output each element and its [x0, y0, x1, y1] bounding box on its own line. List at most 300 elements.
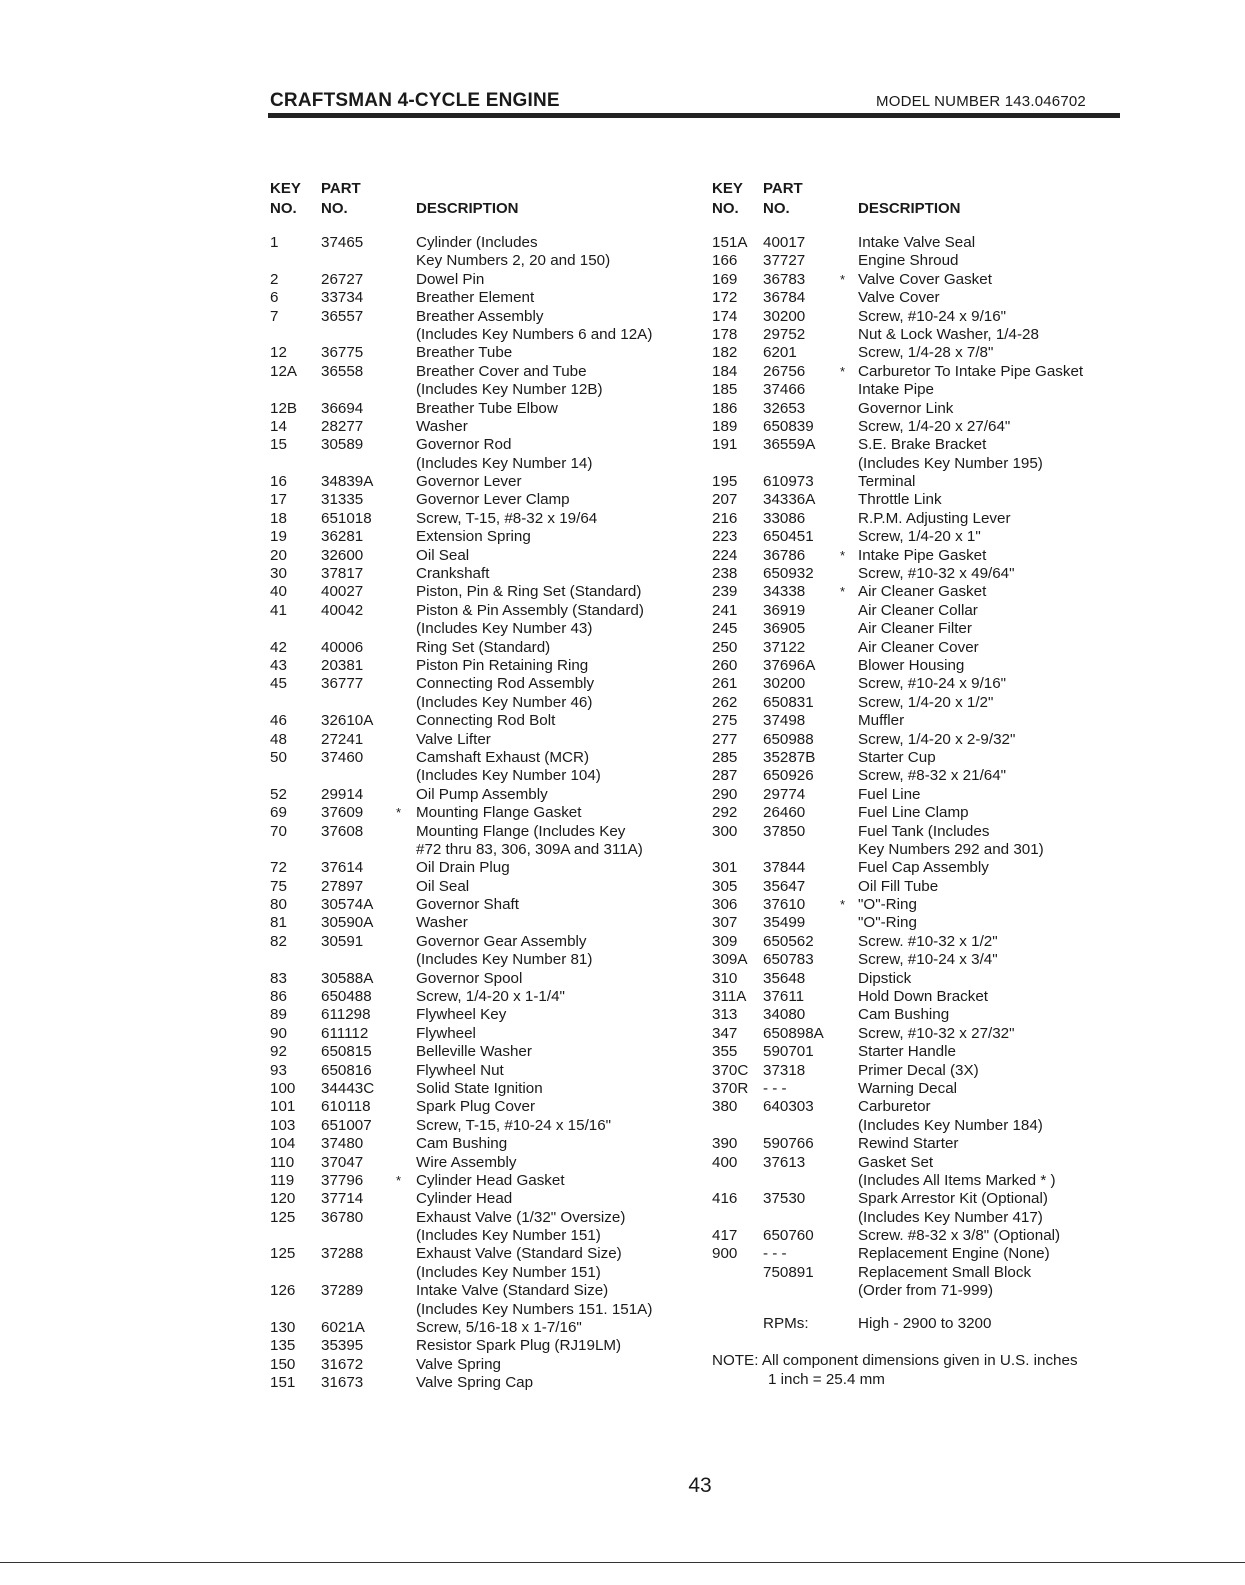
parts-row	[712, 1245, 1132, 1263]
part-description: Screw, T-15, #10-24 x 15/16"	[416, 1116, 612, 1134]
part-description: #72 thru 83, 306, 309A and 311A)	[416, 840, 643, 858]
parts-row	[270, 1135, 700, 1153]
parts-row	[712, 565, 1132, 583]
key-number: 400	[712, 1153, 738, 1171]
gasket-set-marker: *	[840, 363, 846, 379]
part-description: Flywheel Nut	[416, 1061, 504, 1079]
part-description: Carburetor To Intake Pipe Gasket	[858, 362, 1084, 380]
part-description: Fuel Tank (Includes	[858, 822, 990, 840]
parts-row	[712, 473, 1132, 491]
key-number: 46	[270, 712, 287, 730]
part-number: 36919	[763, 601, 806, 619]
key-number: 48	[270, 730, 287, 748]
key-number: 125	[270, 1208, 296, 1226]
parts-row	[712, 823, 1132, 841]
part-number: 36905	[763, 620, 806, 638]
part-number: 33086	[763, 509, 806, 527]
key-number: 245	[712, 620, 738, 638]
part-description: Screw, 1/4-20 x 1/2"	[858, 693, 994, 711]
part-header: PART	[763, 180, 803, 197]
part-description: "O"-Ring	[858, 914, 917, 932]
part-description: (Includes Key Number 151)	[416, 1263, 601, 1281]
part-number: 650988	[763, 730, 814, 748]
parts-row	[712, 1006, 1132, 1024]
part-description: Oil Drain Plug	[416, 859, 510, 877]
key-number: 307	[712, 914, 738, 932]
part-description: Dowel Pin	[416, 270, 485, 288]
parts-row	[270, 491, 700, 509]
part-number: 650831	[763, 693, 814, 711]
part-number: 37727	[763, 252, 806, 270]
parts-row	[712, 1172, 1132, 1190]
part-number: 650783	[763, 951, 814, 969]
part-number: 30200	[763, 307, 806, 325]
part-number: 6201	[763, 344, 797, 362]
part-description: Throttle Link	[858, 491, 942, 509]
parts-row	[712, 1282, 1132, 1300]
parts-row	[270, 1062, 700, 1080]
part-description: Spark Plug Cover	[416, 1098, 536, 1116]
part-description: (Includes Key Number 46)	[416, 693, 593, 711]
part-number: 37289	[321, 1282, 364, 1300]
part-description: Oil Seal	[416, 546, 470, 564]
parts-row	[270, 1043, 700, 1061]
part-description: Piston & Pin Assembly (Standard)	[416, 601, 644, 619]
key-header-no: NO.	[270, 200, 297, 217]
key-number: 120	[270, 1190, 296, 1208]
part-number: 29752	[763, 325, 806, 343]
part-number: 36786	[763, 546, 806, 564]
parts-row	[270, 988, 700, 1006]
key-number: 42	[270, 638, 287, 656]
part-description: Screw, 1/4-20 x 27/64"	[858, 417, 1011, 435]
part-description: Flywheel Key	[416, 1006, 507, 1024]
part-description: Governor Gear Assembly	[416, 932, 587, 950]
parts-row	[712, 1098, 1132, 1116]
part-number: 610973	[763, 473, 814, 491]
key-number: 50	[270, 748, 287, 766]
key-number: 135	[270, 1337, 296, 1355]
key-number: 17	[270, 491, 287, 509]
key-number: 90	[270, 1024, 287, 1042]
parts-row	[270, 1025, 700, 1043]
parts-row	[270, 528, 700, 546]
parts-row	[270, 767, 700, 785]
part-number: 37480	[321, 1135, 364, 1153]
parts-row	[270, 510, 700, 528]
gasket-set-marker: *	[840, 271, 846, 287]
part-description: "O"-Ring	[858, 896, 917, 914]
part-description: Governor Spool	[416, 969, 523, 987]
parts-row	[270, 951, 700, 969]
part-description: Flywheel	[416, 1024, 476, 1042]
part-number: 37288	[321, 1245, 364, 1263]
parts-row	[270, 694, 700, 712]
part-description: Valve Cover	[858, 289, 940, 307]
part-description: Engine Shroud	[858, 252, 959, 270]
key-number: 262	[712, 693, 738, 711]
part-number: 651007	[321, 1116, 372, 1134]
parts-row	[270, 1117, 700, 1135]
part-description: Gasket Set	[858, 1153, 934, 1171]
part-description: Air Cleaner Cover	[858, 638, 979, 656]
gasket-set-marker: *	[396, 1172, 402, 1188]
part-number: 32653	[763, 399, 806, 417]
part-number: 37466	[763, 381, 806, 399]
parts-row	[712, 491, 1132, 509]
part-number: 34443C	[321, 1079, 375, 1097]
parts-row	[712, 804, 1132, 822]
part-description: Key Numbers 2, 20 and 150)	[416, 252, 611, 270]
key-number: 300	[712, 822, 738, 840]
parts-row	[270, 547, 700, 565]
part-description: (Includes Key Number 104)	[416, 767, 601, 785]
part-description: Rewind Starter	[858, 1135, 959, 1153]
part-description: Piston, Pin & Ring Set (Standard)	[416, 583, 642, 601]
part-description: Cylinder Head Gasket	[416, 1171, 565, 1189]
gasket-set-marker: *	[840, 547, 846, 563]
part-number: 37047	[321, 1153, 364, 1171]
parts-row	[712, 436, 1132, 454]
part-number: 34080	[763, 1006, 806, 1024]
key-header: KEY	[712, 180, 743, 197]
part-number: 750891	[763, 1263, 814, 1281]
key-number: 309	[712, 932, 738, 950]
key-number: 207	[712, 491, 738, 509]
part-number: 35287B	[763, 748, 816, 766]
parts-row	[270, 639, 700, 657]
parts-row	[270, 804, 700, 822]
parts-row	[270, 878, 700, 896]
part-header-no: NO.	[321, 200, 348, 217]
parts-row	[270, 252, 700, 270]
parts-row	[712, 639, 1132, 657]
part-number: 6021A	[321, 1319, 365, 1337]
key-number: 92	[270, 1043, 287, 1061]
key-number: 285	[712, 748, 738, 766]
key-number: 6	[270, 289, 279, 307]
part-description: S.E. Brake Bracket	[858, 436, 987, 454]
part-number: 34839A	[321, 473, 374, 491]
parts-column-left	[270, 180, 700, 1392]
key-number: 311A	[712, 988, 747, 1006]
parts-row	[270, 436, 700, 454]
part-number: 40027	[321, 583, 364, 601]
key-number: 7	[270, 307, 279, 325]
part-description: Air Cleaner Filter	[858, 620, 972, 638]
part-number: 35395	[321, 1337, 364, 1355]
part-number: 37610	[763, 896, 806, 914]
part-number: 30591	[321, 932, 364, 950]
part-description: Screw, #10-24 x 9/16"	[858, 307, 1007, 325]
part-description: Screw, T-15, #8-32 x 19/64	[416, 509, 598, 527]
part-description: Screw, #10-32 x 27/32"	[858, 1024, 1015, 1042]
key-number: 216	[712, 509, 738, 527]
part-number: 29774	[763, 785, 806, 803]
parts-row	[712, 1190, 1132, 1208]
parts-row	[712, 731, 1132, 749]
part-number: 36783	[763, 270, 806, 288]
parts-row	[712, 1264, 1132, 1282]
part-number: 26727	[321, 270, 364, 288]
part-number: 611112	[321, 1024, 369, 1042]
part-description: Breather Element	[416, 289, 535, 307]
gasket-set-marker: *	[396, 805, 402, 821]
part-description: Hold Down Bracket	[858, 988, 988, 1006]
parts-row	[270, 675, 700, 693]
key-number: 178	[712, 325, 738, 343]
part-description: Valve Cover Gasket	[858, 270, 992, 288]
parts-row	[712, 381, 1132, 399]
part-number: 30588A	[321, 969, 374, 987]
part-number: 31335	[321, 491, 364, 509]
part-description: Screw, #10-24 x 3/4"	[858, 951, 998, 969]
key-number: 110	[270, 1153, 295, 1171]
part-number: 40042	[321, 601, 364, 619]
key-number: 72	[270, 859, 287, 877]
parts-row	[270, 1264, 700, 1282]
parts-row	[270, 1337, 700, 1355]
part-description: Extension Spring	[416, 528, 531, 546]
key-number: 260	[712, 656, 738, 674]
key-number: 86	[270, 988, 287, 1006]
parts-column-right	[712, 180, 1132, 1300]
part-number: 31673	[321, 1374, 364, 1392]
parts-row	[712, 749, 1132, 767]
key-number: 14	[270, 417, 287, 435]
parts-row	[270, 620, 700, 638]
part-description: Fuel Cap Assembly	[858, 859, 989, 877]
key-number: 182	[712, 344, 738, 362]
parts-row	[270, 344, 700, 362]
part-description: Governor Shaft	[416, 896, 519, 914]
key-number: 150	[270, 1355, 296, 1373]
key-number: 130	[270, 1319, 296, 1337]
part-number: 36775	[321, 344, 364, 362]
part-description: Screw, 5/16-18 x 1-7/16"	[416, 1319, 582, 1337]
parts-row	[270, 602, 700, 620]
part-description: Cam Bushing	[416, 1135, 508, 1153]
parts-row	[712, 271, 1132, 289]
parts-row	[270, 1006, 700, 1024]
parts-row	[270, 933, 700, 951]
part-description: Fuel Line	[858, 785, 921, 803]
parts-row	[712, 786, 1132, 804]
part-description: Screw, 1/4-20 x 2-9/32"	[858, 730, 1016, 748]
part-number: 36559A	[763, 436, 816, 454]
part-number: 650488	[321, 988, 372, 1006]
part-description: Breather Tube Elbow	[416, 399, 558, 417]
description-header: DESCRIPTION	[858, 200, 961, 217]
part-description: Warning Decal	[858, 1079, 958, 1097]
part-description: Connecting Rod Assembly	[416, 675, 595, 693]
part-description: Screw. #8-32 x 3/8" (Optional)	[858, 1227, 1061, 1245]
parts-row	[270, 1190, 700, 1208]
part-description: Muffler	[858, 712, 905, 730]
key-number: 189	[712, 417, 738, 435]
key-number: 69	[270, 804, 287, 822]
part-number: 34338	[763, 583, 806, 601]
part-number: 37460	[321, 748, 364, 766]
parts-row	[712, 767, 1132, 785]
part-description: Key Numbers 292 and 301)	[858, 840, 1044, 858]
parts-row	[712, 657, 1132, 675]
part-number: 36777	[321, 675, 364, 693]
key-number: 224	[712, 546, 738, 564]
key-number: 40	[270, 583, 287, 601]
key-number: 83	[270, 969, 287, 987]
part-header-no: NO.	[763, 200, 790, 217]
part-number: 37609	[321, 804, 364, 822]
parts-row	[712, 1062, 1132, 1080]
parts-row	[712, 970, 1132, 988]
part-number: 650816	[321, 1061, 372, 1079]
key-number: 70	[270, 822, 287, 840]
parts-row	[270, 455, 700, 473]
part-description: Nut & Lock Washer, 1/4-28	[858, 325, 1039, 343]
key-number: 261	[712, 675, 738, 693]
part-number: 650760	[763, 1227, 814, 1245]
part-description: Breather Cover and Tube	[416, 362, 587, 380]
part-description: (Includes Key Number 12B)	[416, 381, 603, 399]
parts-row	[270, 1154, 700, 1172]
part-description: Air Cleaner Collar	[858, 601, 978, 619]
parts-row	[712, 896, 1132, 914]
parts-row	[270, 1080, 700, 1098]
part-description: Oil Fill Tube	[858, 877, 939, 895]
part-number: 36784	[763, 289, 806, 307]
parts-row	[270, 1282, 700, 1300]
key-number: 301	[712, 859, 738, 877]
key-number: 166	[712, 252, 738, 270]
parts-row	[712, 252, 1132, 270]
part-description: Cam Bushing	[858, 1006, 950, 1024]
part-description: (Includes Key Number 14)	[416, 454, 593, 472]
key-number: 370R	[712, 1079, 749, 1097]
key-number: 355	[712, 1043, 738, 1061]
key-number: 310	[712, 969, 738, 987]
part-number: 35648	[763, 969, 806, 987]
key-header-no: NO.	[712, 200, 739, 217]
key-number: 172	[712, 289, 738, 307]
parts-row	[270, 859, 700, 877]
part-number: 36557	[321, 307, 364, 325]
key-header: KEY	[270, 180, 301, 197]
parts-row	[270, 657, 700, 675]
parts-row	[712, 418, 1132, 436]
parts-row	[712, 1025, 1132, 1043]
part-description: Connecting Rod Bolt	[416, 712, 556, 730]
parts-row	[712, 1043, 1132, 1061]
parts-row	[712, 988, 1132, 1006]
parts-row	[270, 1209, 700, 1227]
part-number: 30590A	[321, 914, 374, 932]
key-number: 186	[712, 399, 738, 417]
part-number: 610118	[321, 1098, 371, 1116]
key-number: 104	[270, 1135, 296, 1153]
gasket-set-marker: *	[840, 897, 846, 913]
parts-row	[270, 823, 700, 841]
key-number: 416	[712, 1190, 738, 1208]
part-description: Screw, 1/4-20 x 1-1/4"	[416, 988, 565, 1006]
key-number: 241	[712, 601, 738, 619]
part-description: Intake Valve (Standard Size)	[416, 1282, 609, 1300]
part-number: 650898A	[763, 1024, 824, 1042]
parts-row	[712, 1209, 1132, 1227]
part-description: Mounting Flange Gasket	[416, 804, 582, 822]
parts-row	[270, 234, 700, 252]
parts-row	[712, 1135, 1132, 1153]
key-number: 417	[712, 1227, 738, 1245]
header-rule	[268, 113, 1120, 118]
part-number: 590766	[763, 1135, 814, 1153]
parts-row	[270, 400, 700, 418]
parts-row	[712, 1080, 1132, 1098]
part-number: 30200	[763, 675, 806, 693]
part-description: Belleville Washer	[416, 1043, 532, 1061]
parts-row	[712, 694, 1132, 712]
parts-list-right	[712, 234, 1132, 1301]
parts-row	[712, 602, 1132, 620]
part-number: 32610A	[321, 712, 374, 730]
key-number: 12A	[270, 362, 298, 380]
key-number: 275	[712, 712, 738, 730]
key-number: 900	[712, 1245, 738, 1263]
parts-row	[712, 951, 1132, 969]
key-number: 125	[270, 1245, 296, 1263]
key-number: 119	[270, 1171, 295, 1189]
part-description: Blower Housing	[858, 656, 965, 674]
key-number: 313	[712, 1006, 738, 1024]
key-number: 290	[712, 785, 738, 803]
part-description: Breather Assembly	[416, 307, 544, 325]
parts-row	[270, 363, 700, 381]
part-number: 590701	[763, 1043, 814, 1061]
parts-row	[270, 1374, 700, 1392]
key-number: 292	[712, 804, 738, 822]
key-number: 93	[270, 1061, 287, 1079]
part-number: 650451	[763, 528, 814, 546]
key-number: 81	[270, 914, 287, 932]
part-description: Replacement Small Block	[858, 1263, 1032, 1281]
part-description: Exhaust Valve (Standard Size)	[416, 1245, 622, 1263]
part-number: 26756	[763, 362, 806, 380]
parts-row	[712, 363, 1132, 381]
part-number: 29914	[321, 785, 364, 803]
key-number: 287	[712, 767, 738, 785]
parts-row	[712, 528, 1132, 546]
key-number: 80	[270, 896, 287, 914]
part-number: 27241	[321, 730, 364, 748]
part-description: Dipstick	[858, 969, 912, 987]
parts-row	[712, 620, 1132, 638]
part-number: 35647	[763, 877, 806, 895]
key-number: 174	[712, 307, 738, 325]
key-number: 103	[270, 1116, 296, 1134]
part-description: Governor Link	[858, 399, 954, 417]
part-description: Screw, #10-32 x 49/64"	[858, 565, 1015, 583]
key-number: 43	[270, 656, 287, 674]
part-number: 37614	[321, 859, 364, 877]
key-number: 75	[270, 877, 287, 895]
part-number: 32600	[321, 546, 364, 564]
key-number: 12	[270, 344, 287, 362]
part-description: Wire Assembly	[416, 1153, 517, 1171]
part-header: PART	[321, 180, 361, 197]
part-description: Screw, 1/4-28 x 7/8"	[858, 344, 994, 362]
rpm-spec	[712, 1315, 1132, 1335]
key-number: 223	[712, 528, 738, 546]
